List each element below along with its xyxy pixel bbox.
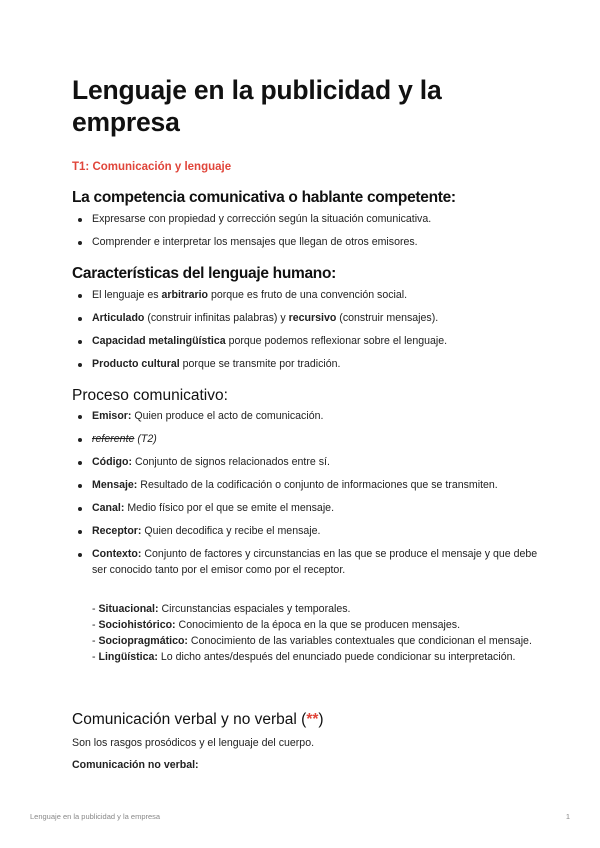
page-number: 1 xyxy=(565,812,570,821)
list-item: Articulado (construir infinitas palabras) y recursivo (construir mensajes). xyxy=(72,311,542,327)
contexto-sublist xyxy=(92,601,542,665)
list-caracteristicas xyxy=(72,288,542,380)
list-item: Capacidad metalingüística porque podemos reflexionar sobre el lenguaje. xyxy=(72,334,542,350)
list-item-receptor: Receptor: Quien decodifica y recibe el mensaje. xyxy=(72,524,542,540)
sub-item-sociopragmatico: - Sociopragmático: Conocimiento de las variables contextuales que condicionan el mensaje. xyxy=(92,635,532,647)
list-item: Expresarse con propiedad y corrección según la situación comunicativa. xyxy=(72,212,542,228)
list-item: Producto cultural porque se transmite por tradición. xyxy=(72,357,542,373)
list-item-emisor: Emisor: Quien produce el acto de comunicación. xyxy=(72,409,542,425)
list-item-contexto: Contexto: Conjunto de factores y circunstancias en las que se produce el mensaje y que debe ser conocido tanto por el emisor como por el receptor. xyxy=(72,547,542,578)
sub-item-situacional: - Situacional: Circunstancias espaciales y temporales. xyxy=(92,603,351,615)
list-item-mensaje: Mensaje: Resultado de la codificación o conjunto de informaciones que se transmiten. xyxy=(72,478,542,494)
heading-proceso: Proceso comunicativo: xyxy=(72,387,228,404)
list-competencia xyxy=(72,212,542,258)
section-tag: T1: Comunicación y lenguaje xyxy=(72,161,232,173)
list-proceso xyxy=(72,409,542,586)
page-title: Lenguaje en la publicidad y la empresa xyxy=(72,75,442,137)
footer-title: Lenguaje en la publicidad y la empresa xyxy=(30,812,161,821)
subheading-no-verbal: Comunicación no verbal: xyxy=(72,759,199,771)
heading-caracteristicas: Características del lenguaje humano: xyxy=(72,265,336,282)
list-item-referente: referente (T2) xyxy=(72,432,542,448)
sub-item-linguistica: - Lingüística: Lo dicho antes/después del enunciado puede condicionar su interpretación. xyxy=(92,651,516,663)
list-item-canal: Canal: Medio físico por el que se emite el mensaje. xyxy=(72,501,542,517)
heading-verbal-no-verbal: Comunicación verbal y no verbal (**) xyxy=(72,711,324,728)
sub-item-sociohistorico: - Sociohistórico: Conocimiento de la época en la que se producen mensajes. xyxy=(92,619,461,631)
heading-competencia: La competencia comunicativa o hablante competente: xyxy=(72,189,456,206)
list-item: Comprender e interpretar los mensajes que llegan de otros emisores. xyxy=(72,235,542,251)
paragraph-rasgos: Son los rasgos prosódicos y el lenguaje del cuerpo. xyxy=(72,737,315,749)
list-item: El lenguaje es arbitrario porque es fruto de una convención social. xyxy=(72,288,542,304)
page-footer xyxy=(30,812,570,821)
list-item-codigo: Código: Conjunto de signos relacionados entre sí. xyxy=(72,455,542,471)
